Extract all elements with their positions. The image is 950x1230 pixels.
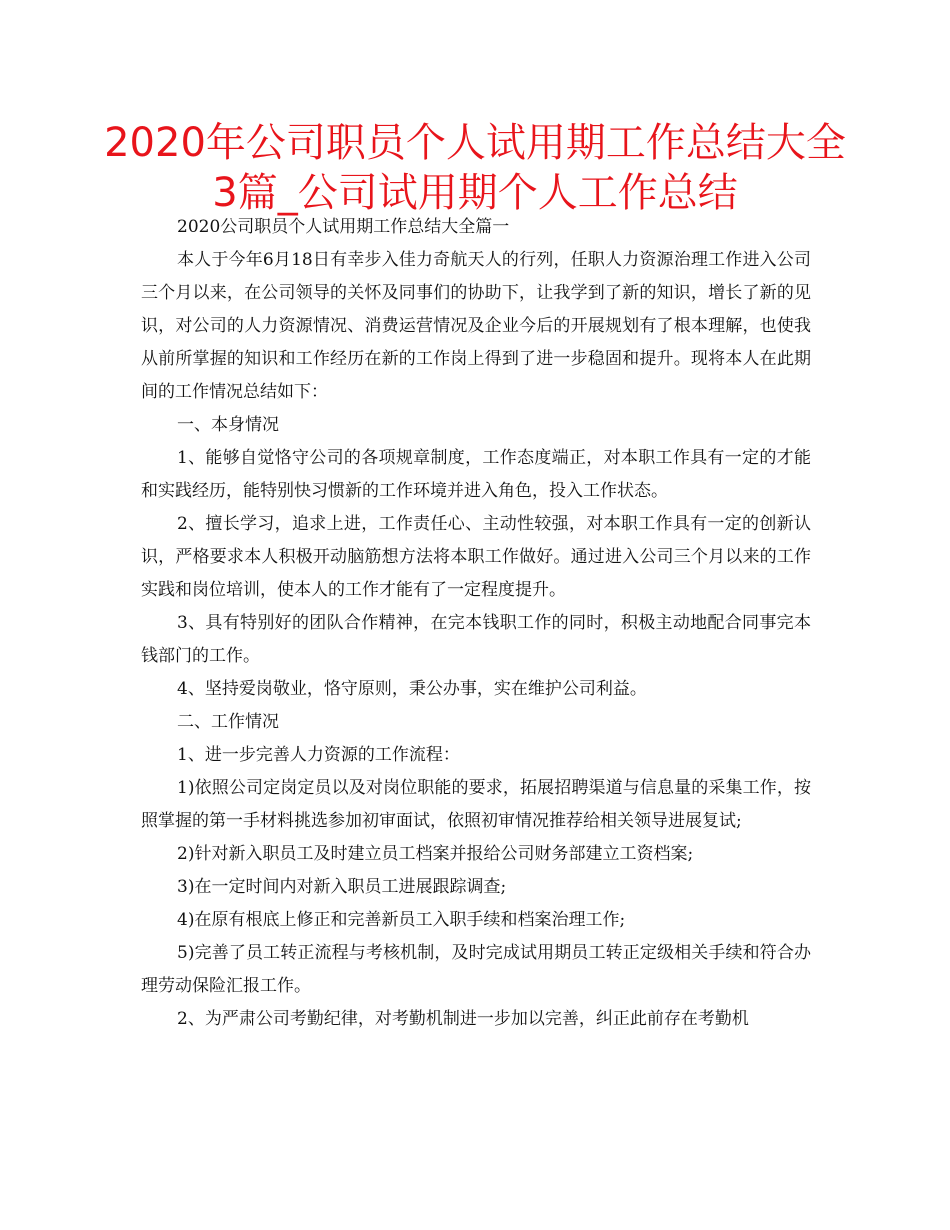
section-heading: 二、工作情况: [177, 712, 279, 732]
sub-list-item: 1)依照公司定岗定员以及对岗位职能的要求，拓展招聘渠道与信息量的采集工作，按照掌握的第一手材料挑选参加初审面试，依照初审情况推荐给相关领导进展复试;: [141, 778, 811, 831]
sub-list-item: 5)完善了员工转正流程与考核机制，及时完成试用期员工转正定级相关手续和符合办理劳动保险汇报工作。: [141, 943, 811, 996]
document-body: [141, 211, 811, 1036]
list-item: 1、能够自觉恪守公司的各项规章制度，工作态度端正，对本职工作具有一定的才能和实践经历，能特别快习惯新的工作环境并进入角色，投入工作状态。: [141, 448, 811, 501]
sub-list-item: 2)针对新入职员工及时建立员工档案并报给公司财务部建立工资档案;: [177, 844, 694, 864]
section-heading: 一、本身情况: [177, 415, 279, 435]
list-item: 2、擅长学习，追求上进，工作责任心、主动性较强，对本职工作具有一定的创新认识，严格要求本人积极开动脑筋想方法将本职工作做好。通过进入公司三个月以来的工作实践和岗位培训，使本人的工作才能有了一定程度提升。: [141, 514, 811, 600]
list-item: 2、为严肃公司考勤纪律，对考勤机制进一步加以完善，纠正此前存在考勤机: [177, 1009, 749, 1029]
title-line-2: 3篇_公司试用期个人工作总结: [212, 170, 738, 216]
title-line-1: 2020年公司职员个人试用期工作总结大全: [104, 120, 846, 166]
list-item: 1、进一步完善人力资源的工作流程：: [177, 745, 460, 765]
sub-list-item: 3)在一定时间内对新入职员工进展跟踪调查;: [177, 877, 507, 897]
document-title: [100, 118, 850, 218]
list-item: 3、具有特别好的团队合作精神，在完本钱职工作的同时，积极主动地配合同事完本钱部门的工作。: [141, 613, 811, 666]
sub-list-item: 4)在原有根底上修正和完善新员工入职手续和档案治理工作;: [177, 910, 626, 930]
list-item: 4、坚持爱岗敬业，恪守原则，秉公办事，实在维护公司利益。: [177, 679, 647, 699]
section-heading: 2020公司职员个人试用期工作总结大全篇一: [177, 217, 510, 237]
intro-paragraph: 本人于今年6月18日有幸步入佳力奇航天人的行列，任职人力资源治理工作进入公司三个月以来，在公司领导的关怀及同事们的协助下，让我学到了新的知识，增长了新的见识，对公司的人力资源情况、消费运营情况及企业今后的开展规划有了根本理解，也使我从前所掌握的知识和工作经历在新的工作岗上得到了进一步稳固和提升。现将本人在此期间的工作情况总结如下：: [141, 250, 811, 402]
